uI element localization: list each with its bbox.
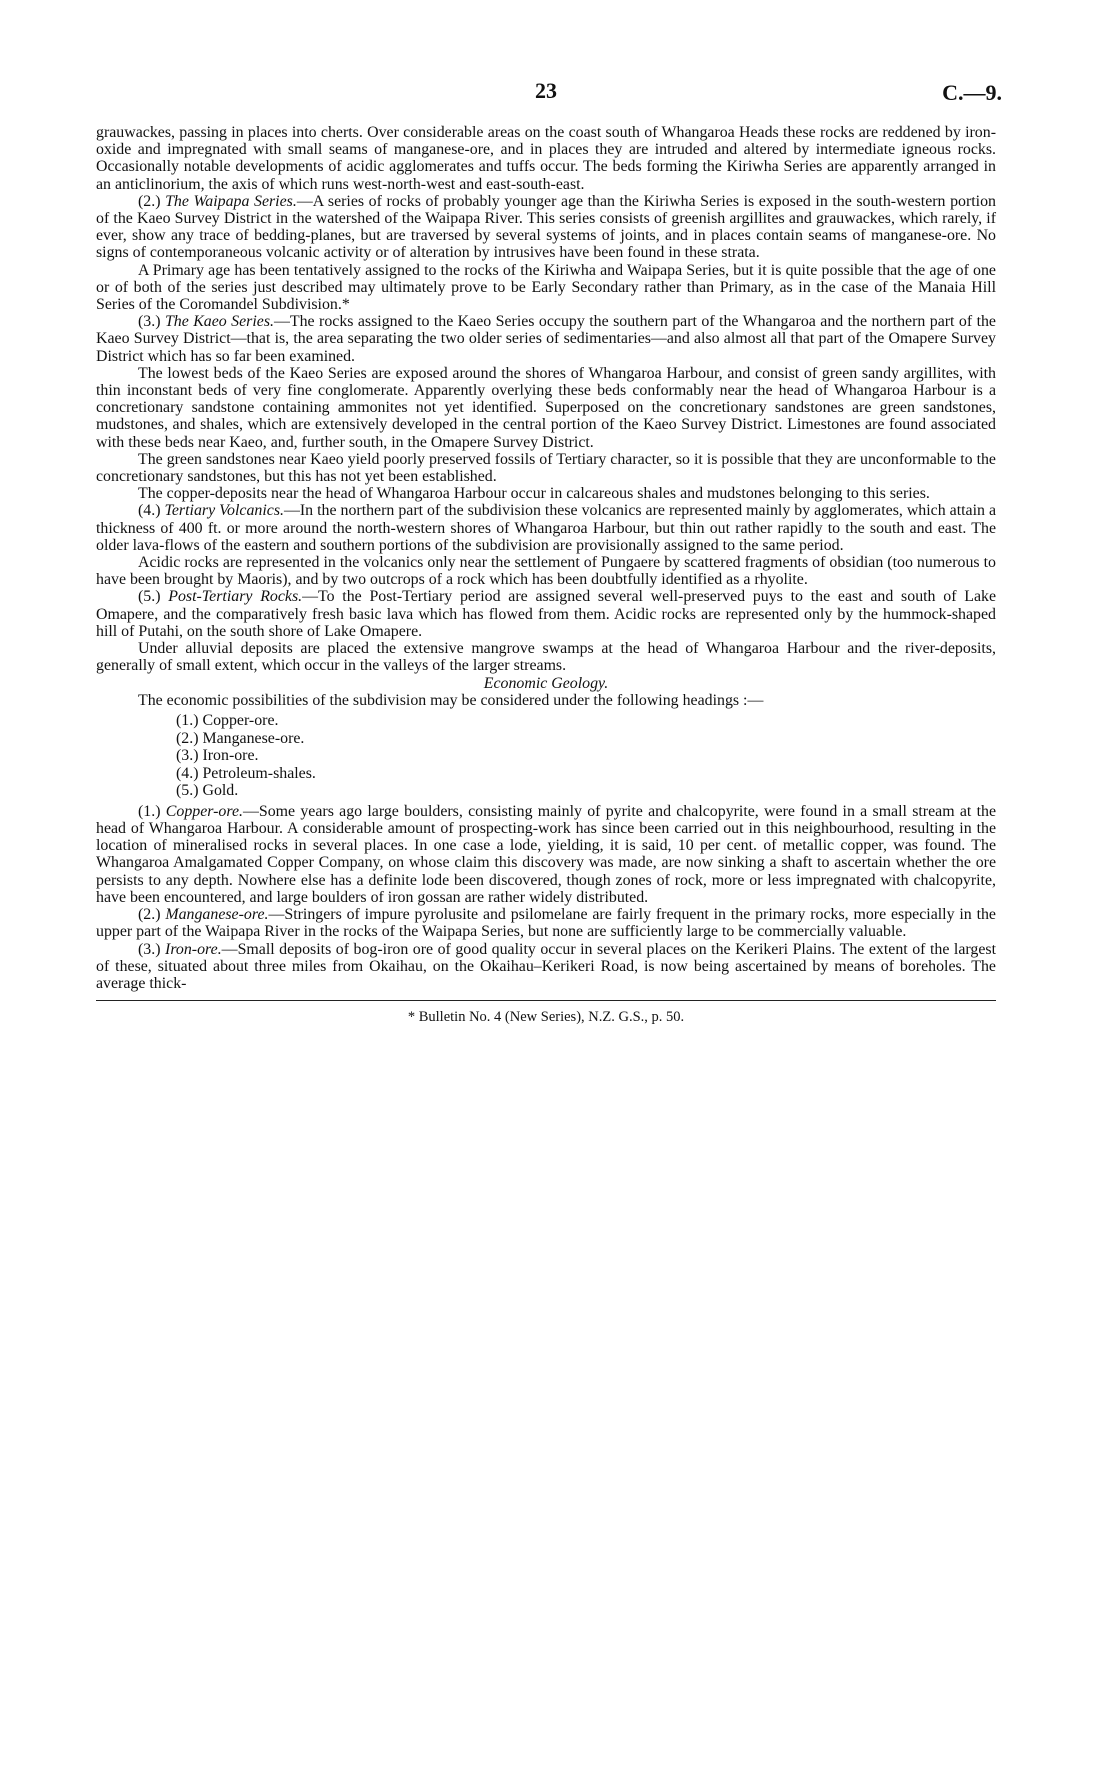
paragraph: (1.) Copper-ore.—Some years ago large boulders, consisting mainly of pyrite and chalcopyrite, were found in a small stream at the head of Whangaroa Harbour. A considerable amount of prospecting-work has since been carried out in this neighbourhood, resulting in the location of mineralised rocks in several places. In one case a lode, yielding, it is said, 10 per cent. of metallic copper, was found. The Whangaroa Amalgamated Copper Company, on whose claim this discovery was made, are now sinking a shaft to ascertain whether the ore persists to any depth. Nowhere else has a definite lode been discovered, though zones of rock, more or less impregnated with chalcopyrite, have been encountered, and large boulders of iron gossan are rather widely distributed. [96,802,996,906]
paragraph: (3.) The Kaeo Series.—The rocks assigned to the Kaeo Series occupy the southern part of the Whangaroa and the northern part of the Kaeo Survey District—that is, the area separating the two older series of sedimentaries—and also almost all that part of the Omapere Survey District which has so far been examined. [96,313,996,365]
list-item: (4.) Petroleum-shales. [176,764,316,782]
paragraph: (5.) Post-Tertiary Rocks.—To the Post-Tertiary period are assigned several well-preserved puys to the east and south of Lake Omapere, and the comparatively fresh basic lava which has flowed from them. Acidic rocks are represented only by the hummock-shaped hill of Putahi, on the south shore of Lake Omapere. [96,588,996,640]
paragraph: The lowest beds of the Kaeo Series are exposed around the shores of Whangaroa Harbour, and consist of green sandy argillites, with thin inconstant beds of very fine conglomerate. Apparently overlying these beds conformably near the head of Whangaroa Harbour is a concretionary sandstone containing ammonites not yet identified. Superposed on the concretionary sandstones are green sandstones, mudstones, and shales, which are extensively developed in the central portion of the Kaeo Survey District. Limestones are found associated with these beds near Kaeo, and, further south, in the Omapere Survey District. [96,364,996,451]
section-title: Iron-ore. [165,940,222,958]
list-item: (5.) Gold. [176,782,239,800]
paragraph: grauwackes, passing in places into cherts. Over considerable areas on the coast south of Whangaroa Heads these rocks are reddened by iron-oxide and impregnated with small seams of manganese-ore, and in places they are intruded and altered by intermediate igneous rocks. Occasionally notable developments of acidic agglomerates and tuffs occur. The beds forming the Kiriwha Series are apparently arranged in an anticlinorium, the axis of which runs west-north-west and east-south-east. [96,124,996,193]
economic-intro: The economic possibilities of the subdivision may be considered under the following headings :— [138,691,764,709]
section-title: The Kaeo Series. [164,313,274,331]
paragraph: The green sandstones near Kaeo yield poorly preserved fossils of Tertiary character, so it is possible that they are unconformable to the concretionary sandstones, but this has not yet been established. [96,450,996,486]
page-header [96,78,1002,118]
headings-list [176,712,996,800]
paragraph: (2.) Manganese-ore.—Stringers of impure pyrolusite and psilomelane are fairly frequent in the primary rocks, more especially in the upper part of the Waipapa River in the rocks of the Waipapa Series, but none are sufficiently large to be commercially valuable. [96,906,996,941]
paragraph: The copper-deposits near the head of Whangaroa Harbour occur in calcareous shales and mudstones belonging to this series. [138,485,930,503]
list-item: (3.) Iron-ore. [176,747,259,765]
section-title: Manganese-ore. [165,906,269,924]
section-title: Post-Tertiary Rocks. [168,588,303,606]
paragraph: (3.) Iron-ore.—Small deposits of bog-iron ore of good quality occur in several places on the Kerikeri Plains. The extent of the largest of these, situated about three miles from Okaihau, on the Okaihau–Kerikeri Road, is now being ascertained by means of boreholes. The average thick- [96,940,996,992]
paragraph: (2.) The Waipapa Series.—A series of rocks of probably younger age than the Kiriwha Series is exposed in the south-western portion of the Kaeo Survey District in the watershed of the Waipapa River. This series consists of greenish argillites and grauwackes, which rarely, if ever, show any trace of bedding-planes, but are traversed by several systems of joints, and in places contain seams of manganese-ore. No signs of contemporaneous volcanic activity or of alteration by intrusives have been found in these strata. [96,192,996,262]
footnote: * Bulletin No. 4 (New Series), N.Z. G.S., p. 50. [407,1009,685,1026]
page-number: 23 [535,78,557,103]
section-title: Tertiary Volcanics. [164,502,284,520]
section-title: Copper-ore. [165,802,243,820]
list-item: (1.) Copper-ore. [176,711,279,729]
paragraph: Acidic rocks are represented in the volcanics only near the settlement of Pungaere by scattered fragments of obsidian (too numerous to have been brought by Maoris), and by two outcrops of a rock which has been doubtfully identified as a rhyolite. [96,554,996,589]
document-reference: C.—9. [942,80,1002,105]
document-page [96,78,1002,1026]
body-text [96,124,996,992]
paragraph: A Primary age has been tentatively assigned to the rocks of the Kiriwha and Waipapa Series, but it is quite possible that the age of one or of both of the series just described may ultimately prove to be Early Secondary rather than Primary, as in the case of the Manaia Hill Series of the Coromandel Subdivision.* [96,261,996,314]
footnote-divider [96,1000,996,1001]
economic-geology-heading: Economic Geology. [483,674,609,692]
paragraph: (4.) Tertiary Volcanics.—In the northern part of the subdivision these volcanics are represented mainly by agglomerates, which attain a thickness of 400 ft. or more around the north-western shores of Whangaroa Harbour, but thin out rather rapidly to the south and east. The older lava-flows of the eastern and southern portions of the subdivision are provisionally assigned to the same period. [96,502,996,554]
section-title: The Waipapa Series. [165,192,297,210]
list-item: (2.) Manganese-ore. [176,729,305,747]
paragraph: Under alluvial deposits are placed the extensive mangrove swamps at the head of Whangaroa Harbour and the river-deposits, generally of small extent, which occur in the valleys of the larger streams. [96,640,996,675]
